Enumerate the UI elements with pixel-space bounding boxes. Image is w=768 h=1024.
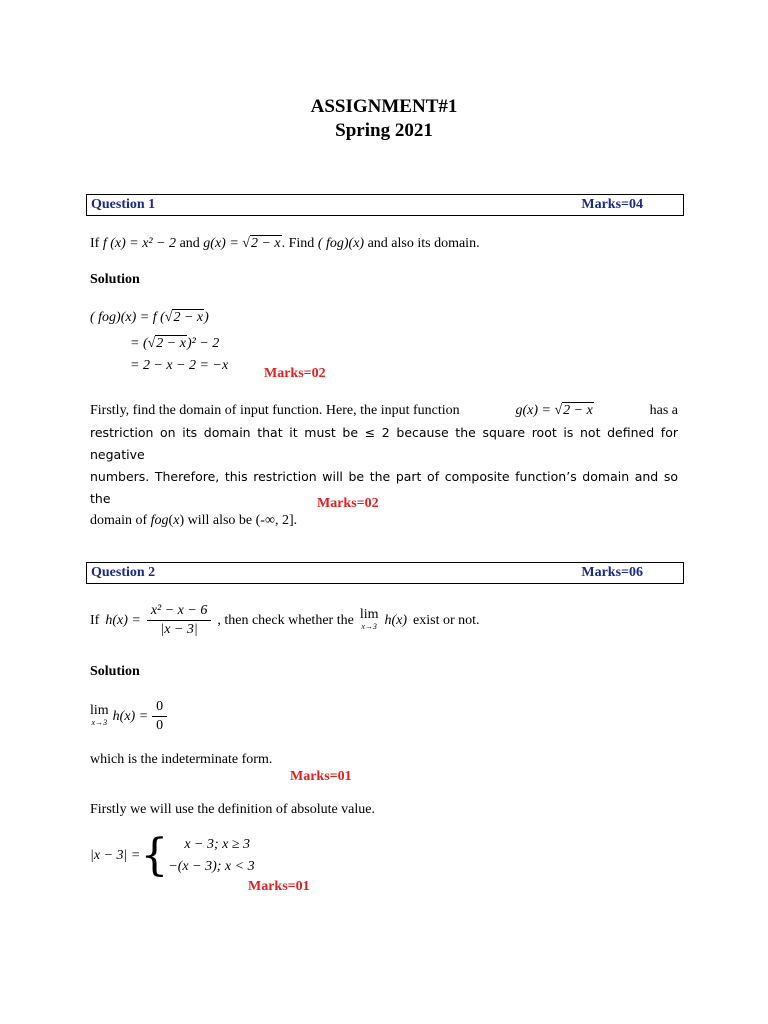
semester-title: Spring 2021 <box>335 120 433 141</box>
question-1-header <box>86 194 684 216</box>
case-1: x − 3; x ≥ 3 <box>184 837 251 852</box>
g-radicand: 2 − x <box>250 236 281 251</box>
equation-line-3: = 2 − x − 2 = −x <box>130 358 229 373</box>
marks-award-1: Marks=02 <box>264 366 326 381</box>
case-2: −(x − 3); x < 3 <box>168 859 255 874</box>
equation-line-1: ( fog)(x) = f (√2 − x) <box>90 310 209 325</box>
question-1-marks: Marks=04 <box>581 197 643 212</box>
assignment-title: ASSIGNMENT#1 <box>310 96 458 117</box>
g-definition: g(x) = √ <box>203 236 250 251</box>
marks-award-4: Marks=01 <box>248 879 310 894</box>
stmt-and: and <box>179 236 200 251</box>
stmt-if: If <box>90 236 100 251</box>
stmt-tail: and also its domain. <box>367 236 480 251</box>
question-2-label: Question 2 <box>91 565 156 580</box>
absolute-value-intro: Firstly we will use the definition of absolute value. <box>90 802 376 817</box>
question-1-statement <box>90 236 480 252</box>
left-brace: { <box>140 830 169 881</box>
fog-notation: ( fog)(x) <box>317 236 365 251</box>
piecewise-definition: |x − 3| = { x − 3; x ≥ 3 −(x − 3); x < 3 <box>90 830 255 881</box>
stmt-find: . Find <box>281 236 315 251</box>
question-2-solution-label: Solution <box>90 664 140 679</box>
question-2-marks: Marks=06 <box>581 565 643 580</box>
question-2-statement: If h(x) = $\frac{\text{x² − x − 6}}{|x - 3|}$ , then check whether the lim x→3 h(x) exist or not. <box>90 603 480 637</box>
question-1-solution-label: Solution <box>90 272 140 287</box>
marks-award-3: Marks=01 <box>290 769 352 784</box>
question-1-label: Question 1 <box>91 197 156 212</box>
domain-explanation: Firstly, find the domain of input function. Here, the input function g(x) = √2 − x has a restriction on its domain that it must be ≤ 2 because the square root is not defined for negative numbers. Therefore, this restriction will be the part of composite function’s domain and so the domain of fog(x) will also be (-∞, 2]. <box>90 403 678 528</box>
marks-award-2: Marks=02 <box>317 496 379 511</box>
question-2-header <box>86 562 684 584</box>
equation-line-2: = (√2 − x)² − 2 <box>130 336 220 351</box>
limit-equation: lim x→3 h(x) = $\frac{0}{0}$ <box>90 698 167 735</box>
f-definition: f (x) = x² − 2 <box>102 236 177 251</box>
h-fraction: $\frac{\text{x² − x − 6}}{|x - 3|}$ <box>147 602 212 639</box>
indeterminate-note: which is the indeterminate form. <box>90 752 273 767</box>
